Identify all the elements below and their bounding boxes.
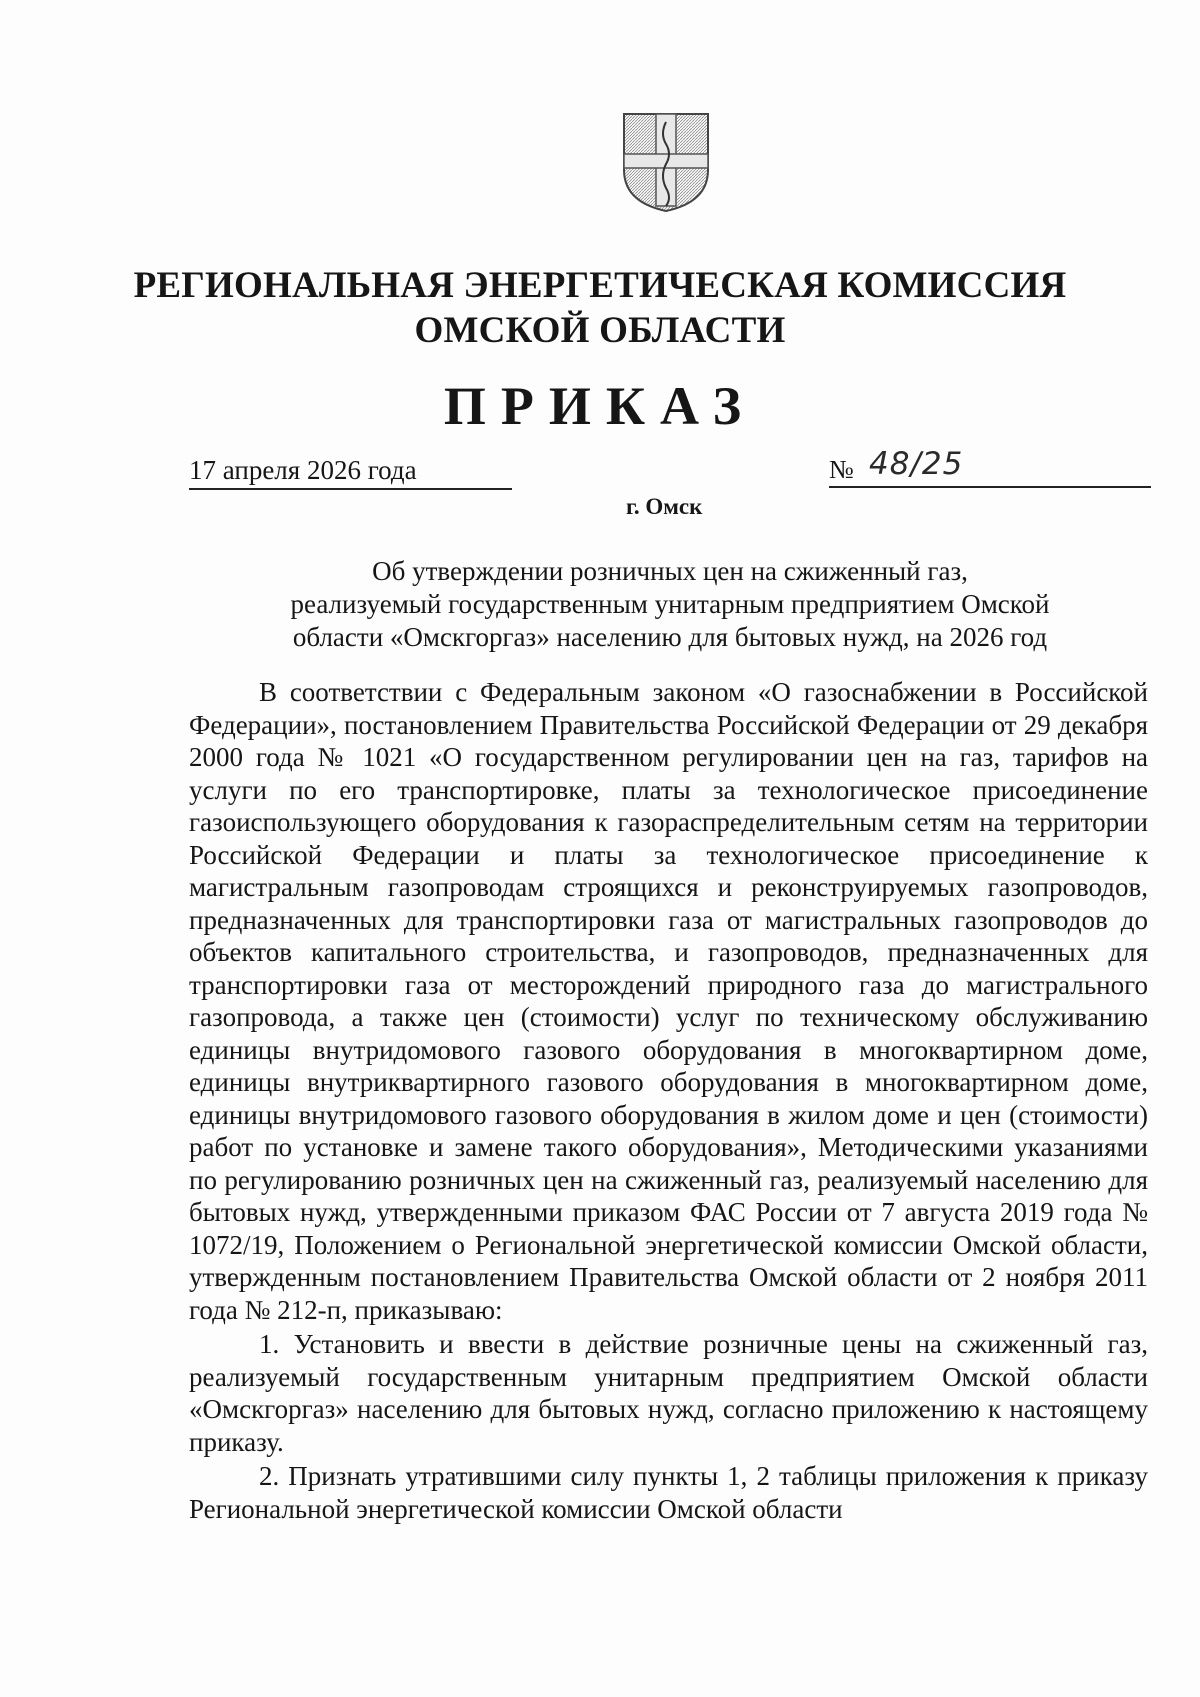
document-date: 17 апреля 2026 года [189, 455, 417, 485]
document-number-label: № [829, 455, 854, 484]
preamble-paragraph: В соответствии с Федеральным законом «О газоснабжении в Российской Федерации», постановлением Правительства Российской Федерации от 29 декабря 2000 года № 1021 «О государственном регулировании цен на газ, тарифов на услуги по его транспортировке, платы за технологическое присоединение газоиспользующего оборудования к газораспределительным сетям на территории Российской Федерации и платы за технологическое присоединение к магистральным газопроводам строящихся и реконструируемых газопроводов, предназначенных для транспортировки газа от магистральных газопроводов до объектов капитального строительства, и газопроводов, предназначенных для транспортировки газа от месторождений природного газа до магистрального газопровода, а также цен (стоимости) услуг по техническому обслуживанию единицы внутридомового газового оборудования в многоквартирном доме, единицы внутриквартирного газового оборудования в многоквартирном доме, единицы внутридомового газового оборудования в жилом доме и цен (стоимости) работ по установке и замене такого оборудования», Методическими указаниями по регулированию розничных цен на сжиженный газ, реализуемый населению для бытовых нужд, утвержденными приказом ФАС России от 7 августа 2019 года № 1072/19, Положением о Региональной энергетической комиссии Омской области, утвержденным постановлением Правительства Омской области от 2 ноября 2011 года № 212-п, приказываю: [189, 677, 1148, 1325]
document-type-title: ПРИКАЗ [443, 376, 757, 436]
coat-of-arms-icon [620, 110, 712, 214]
order-item-1: 1. Установить и ввести в действие розничные цены на сжиженный газ, реализуемый государственным унитарным предприятием Омской области «Омскгоргаз» населению для бытовых нужд, согласно приложению к настоящему приказу. [189, 1329, 1148, 1457]
document-number-handwritten: 48/25 [869, 446, 964, 482]
subject-line: реализуемый государственным унитарным предприятием Омской [290, 589, 1050, 619]
order-item-2: 2. Признать утратившими силу пункты 1, 2 таблицы приложения к приказу Региональной энергетической комиссии Омской области [189, 1461, 1148, 1524]
number-underline [829, 486, 1151, 488]
document-subject [250, 555, 1090, 654]
subject-line: Об утверждении розничных цен на сжиженный газ, [372, 556, 968, 586]
subject-line: области «Омскгоргаз» населению для бытовых нужд, на 2026 год [292, 622, 1048, 652]
organization-name-line1: РЕГИОНАЛЬНАЯ ЭНЕРГЕТИЧЕСКАЯ КОМИССИЯ [133, 265, 1067, 306]
document-body [189, 676, 1148, 1525]
document-city: г. Омск [626, 494, 703, 519]
organization-name-line2: ОМСКОЙ ОБЛАСТИ [414, 310, 786, 351]
date-underline [189, 488, 512, 490]
